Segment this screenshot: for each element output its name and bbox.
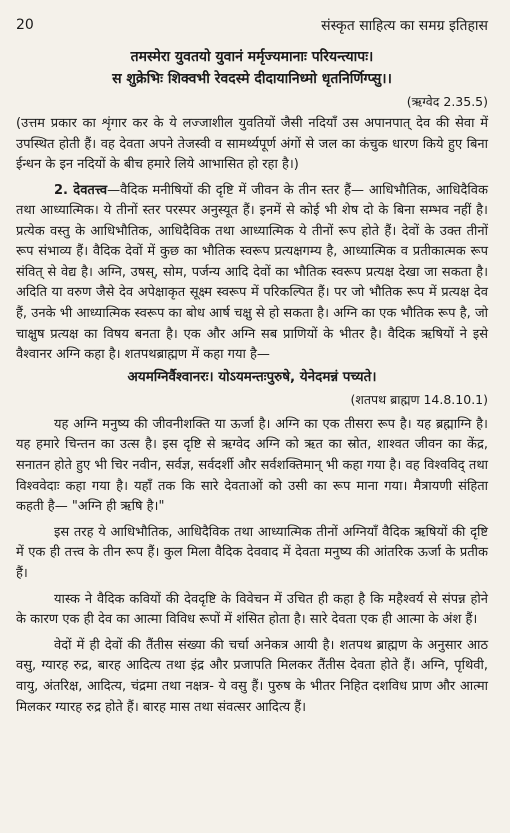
- running-title: संस्कृत साहित्य का समग्र इतिहास: [321, 17, 488, 34]
- verse-line-1: तमस्मेरा युवतयो युवानं मर्मृज्यमानाः परियन्त्यापः।: [130, 49, 374, 65]
- section-heading: 2. देवतत्त्व: [54, 182, 108, 198]
- paragraph: यास्क ने वैदिक कवियों की देवदृष्टि के विवेचन में उचित ही कहा है कि महैश्वर्य से संपन्न होने के कारण एक ही देव का आत्मा विविध रूपों में शंसित होता है। सारे देवता एक ही आत्मा के अंश हैं।: [16, 591, 488, 628]
- shatapatha-quote: अयमग्निर्वैश्वानरः। योऽयमन्तःपुरुषे, येनेदमन्नं पच्यते।: [127, 368, 377, 385]
- section-devatattva: [16, 181, 488, 366]
- page-header: [16, 14, 488, 36]
- paragraph: यह अग्नि मनुष्य की जीवनीशक्ति या ऊर्जा है। अग्नि का एक तीसरा रूप है। यह ब्रह्माग्नि है। यह हमारे चिन्तन का उत्स है। इस दृष्टि से ऋग्वेद अग्नि को ऋत का स्रोत, शाश्वत जीवन का केंद्र, सनातन होते हुए भी चिर नवीन, सर्वज्ञ, सर्वदर्शी और सर्वशक्तिमान् भी कहा गया है। वह विश्वविद् तथा विश्ववेदाः कहा गया है। यहाँ तक कि सारे देवताओं को उसी का रूप माना गया। मैत्रायणी संहिता कहती है— "अग्नि ही ऋषि है।": [16, 416, 488, 515]
- verse-line-2: स शुक्रेभिः शिक्वभी रेवदस्मे दीदायानिध्मो धृतनिर्णिग्प्सु।।: [112, 71, 392, 87]
- page-number: 20: [16, 17, 34, 33]
- verse-translation: (उत्तम प्रकार का शृंगार कर के ये लज्जाशील युवतियों जैसी नदियाँ उस अपानपात् देव की सेवा में उपस्थित होती हैं। वह देवता अपने तेजस्वी व सामर्थ्यपूर्ण अंगों से जल का कंचुक धारण किये हुए बिना ईन्धन के इन नदियों के बीच हमारे लिये आभासित हो रहा है।): [16, 116, 488, 172]
- section-text: —वैदिक मनीषियों की दृष्टि में जीवन के तीन स्तर हैं— आधिभौतिक, आधिदैविक तथा आध्यात्मिक। ये तीनों स्तर परस्पर अनुस्यूत हैं। इनमें से कोई भी शेष दो के बिना सम्भव नहीं है। प्रत्येक वस्तु के आधिभौतिक, आधिदैविक तथा आध्यात्मिक ये तीनों रूप होते हैं। देवों के उक्त तीनों रूप संभाव्य हैं। वैदिक देवों में कुछ का भौतिक स्वरूप प्रत्यक्षगम्य है, आध्यात्मिक व प्रतीकात्मक रूप संवित् से वेद्य है। अग्नि, उषस्, सोम, पर्जन्य आदि देवों का भौतिक स्वरूप प्रत्यक्ष देखा जा सकता है। अदिति या वरुण जैसे देव अपेक्षाकृत सूक्ष्म स्वरूप में परिकल्पित हैं। पर जो भौतिक रूप में प्रत्यक्ष देव हैं, उनके भी आध्यात्मिक स्वरूप का बोध आर्ष चक्षु से हो सकता है। अग्नि का एक भौतिक रूप है, जो चाक्षुष प्रत्यक्ष का विषय बनता है। एक और अग्नि सब प्राणियों के भीतर है। वैदिक ऋषियों ने इसे वैश्वानर अग्नि कहा है। शतपथब्राह्मण में कहा गया है—: [16, 182, 488, 363]
- verse-reference: (ऋग्वेद 2.35.5): [406, 94, 488, 109]
- paragraph: इस तरह ये आधिभौतिक, आधिदैविक तथा आध्यात्मिक तीनों अग्नियाँ वैदिक ऋषियों की दृष्टि में एक ही तत्त्व के तीन रूप हैं। कुल मिला वैदिक देववाद में देवता मनुष्य की आंतरिक ऊर्जा के प्रतीक हैं।: [16, 524, 488, 581]
- paragraph: वेदों में ही देवों की तैंतीस संख्या की चर्चा अनेकत्र आयी है। शतपथ ब्राह्मण के अनुसार आठ वसु, ग्यारह रुद्र, बारह आदित्य तथा इंद्र और प्रजापति मिलकर तैंतीस देवता होते हैं। अग्नि, पृथिवी, वायु, अंतरिक्ष, आदित्य, चंद्रमा तथा नक्षत्र- ये वसु हैं। पुरुष के भीतर निहित दशविध प्राण और आत्मा मिलकर ग्यारह रुद्र होते हैं। बारह मास तथा संवत्सर आदित्य हैं।: [16, 637, 488, 715]
- quote-reference: (शतपथ ब्राह्मण 14.8.10.1): [350, 391, 488, 407]
